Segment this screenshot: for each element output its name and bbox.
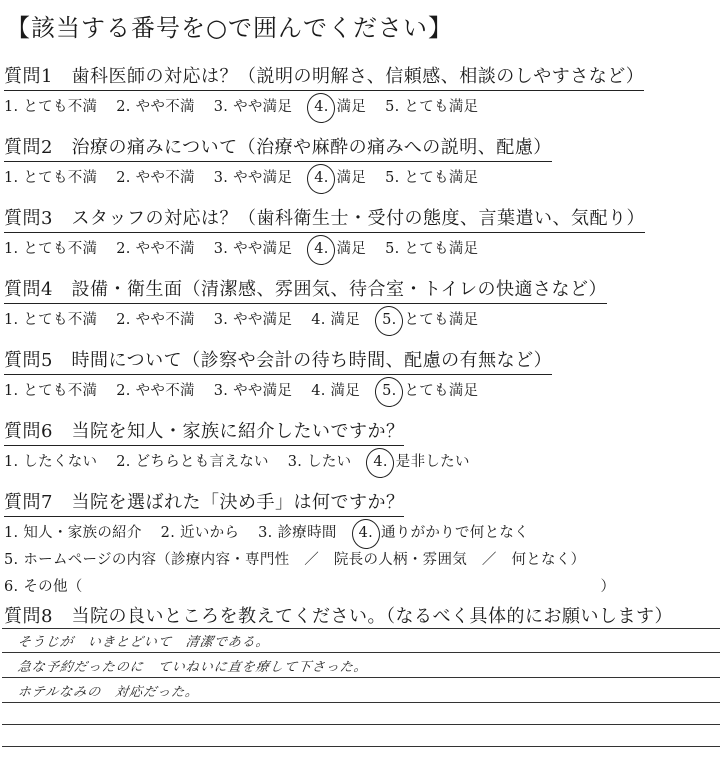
option-2[interactable]: 2. やや不満 [116, 312, 195, 328]
handwritten-answer-2: 急な予約だったのに ていねいに直を療して下さった。 [16, 660, 369, 675]
selected-circle: 5. [379, 383, 399, 399]
question-4 [4, 275, 719, 329]
question-label: 質問8 当院の良いところを教えてください。（なるべく具体的にお願いします） [4, 606, 673, 627]
question-label: 質問7 当院を選ばれた「決め手」は何ですか？ [4, 488, 404, 517]
question-label: 質問2 治療の痛みについて（治療や麻酔の痛みへの説明、配慮） [4, 133, 552, 162]
option-label: 通りがかりで何となく [380, 525, 529, 541]
answer-options [4, 379, 719, 400]
option-4-selected[interactable] [356, 521, 529, 542]
option-6-line[interactable]: 6. その他（ ） [4, 579, 616, 595]
selected-circle: 4. [311, 170, 331, 186]
option-2[interactable]: 2. やや不満 [116, 241, 195, 257]
option-1[interactable]: 1. したくない [4, 454, 98, 470]
option-2[interactable]: 2. やや不満 [116, 99, 195, 115]
option-2[interactable]: 2. 近いから [160, 525, 240, 541]
option-1[interactable]: 1. とても不満 [4, 312, 98, 328]
option-3[interactable]: 3. やや満足 [213, 170, 293, 186]
option-label: 是非したい [395, 454, 470, 470]
answer-line [2, 677, 720, 678]
option-2[interactable]: 2. やや不満 [116, 170, 195, 186]
answer-line [2, 724, 720, 725]
answer-line [2, 702, 720, 703]
option-4-selected[interactable] [311, 166, 366, 187]
answer-options [4, 95, 719, 116]
option-1[interactable]: 1. とても不満 [4, 99, 98, 115]
option-3[interactable]: 3. したい [287, 454, 352, 470]
answer-line [2, 746, 720, 747]
selected-circle: 5. [379, 312, 399, 328]
option-3[interactable]: 3. やや満足 [213, 99, 293, 115]
answer-options [4, 308, 719, 329]
question-label: 質問6 当院を知人・家族に紹介したいですか？ [4, 417, 404, 446]
answer-line [2, 652, 720, 653]
option-label: とても満足 [404, 312, 479, 328]
answer-options [4, 450, 719, 471]
question-3 [4, 204, 719, 258]
question-label: 質問5 時間について（診察や会計の待ち時間、配慮の有無など） [4, 346, 552, 375]
option-label: 満足 [336, 99, 367, 115]
option-4-selected[interactable] [311, 237, 366, 258]
option-1[interactable]: 1. とても不満 [4, 170, 98, 186]
option-5-selected[interactable] [379, 308, 478, 329]
option-3[interactable]: 3. やや満足 [213, 383, 293, 399]
question-8 [4, 602, 719, 630]
question-7 [4, 488, 719, 596]
option-label: 満足 [336, 241, 367, 257]
option-4[interactable]: 4. 満足 [311, 312, 361, 328]
option-5-selected[interactable] [379, 379, 478, 400]
option-2[interactable]: 2. どちらとも言えない [116, 454, 269, 470]
option-label: 満足 [336, 170, 367, 186]
selected-circle: 4. [370, 454, 390, 470]
question-label: 質問4 設備・衛生面（清潔感、雰囲気、待合室・トイレの快適さなど） [4, 275, 607, 304]
question-2 [4, 133, 719, 187]
question-6 [4, 417, 719, 471]
selected-circle: 4. [311, 241, 331, 257]
option-4[interactable]: 4. 満足 [311, 383, 361, 399]
answer-options [4, 521, 719, 542]
answer-options [4, 166, 719, 187]
selected-circle: 4. [356, 525, 376, 541]
question-label: 質問3 スタッフの対応は？（歯科衛生士・受付の態度、言葉遣い、気配り） [4, 204, 645, 233]
question-5 [4, 346, 719, 400]
selected-circle: 4. [311, 99, 331, 115]
option-5[interactable]: 5. とても満足 [385, 170, 479, 186]
page-title: 【該当する番号を○で囲んでください】 [6, 14, 453, 42]
option-4-selected[interactable] [311, 95, 366, 116]
option-1[interactable]: 1. 知人・家族の紹介 [4, 525, 142, 541]
option-5-line[interactable]: 5. ホームページの内容（診療内容・専門性 ／ 院長の人柄・雰囲気 ／ 何となく） [4, 552, 586, 568]
option-5[interactable]: 5. とても満足 [385, 241, 479, 257]
option-2[interactable]: 2. やや不満 [116, 383, 195, 399]
option-3[interactable]: 3. やや満足 [213, 312, 293, 328]
answer-options [4, 237, 719, 258]
answer-line [2, 628, 720, 629]
handwritten-answer-3: ホテルなみの 対応だった。 [16, 685, 201, 700]
option-5[interactable]: 5. とても満足 [385, 99, 479, 115]
option-label: とても満足 [404, 383, 479, 399]
question-label: 質問1 歯科医師の対応は？（説明の明解さ、信頼感、相談のしやすさなど） [4, 62, 644, 91]
option-3[interactable]: 3. やや満足 [213, 241, 293, 257]
option-3[interactable]: 3. 診療時間 [258, 525, 337, 541]
option-1[interactable]: 1. とても不満 [4, 383, 98, 399]
handwritten-answer-1: そうじが いきとどいて 清潔である。 [16, 635, 271, 650]
question-1 [4, 62, 719, 116]
option-1[interactable]: 1. とても不満 [4, 241, 98, 257]
option-4-selected[interactable] [370, 450, 469, 471]
